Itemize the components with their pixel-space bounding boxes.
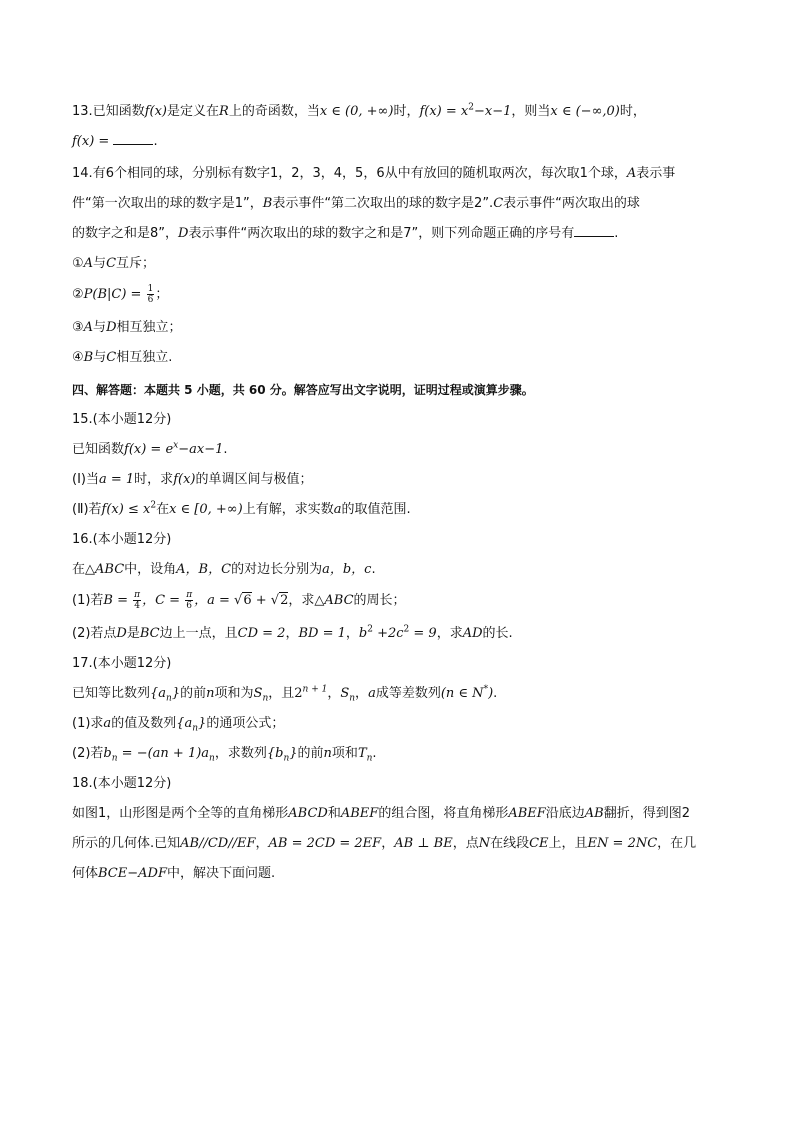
- q13-number: 13.: [72, 104, 93, 119]
- q17-stem: 已知等比数列$\{a_n\}$的前n项和为$S_n$，且$2^{n + 1}$，$S_n$，a成等差数列(n ∈ N*).: [72, 684, 498, 704]
- answer-blank[interactable]: [113, 132, 153, 145]
- q16-part-2: (2)若点D是BC边上一点，且CD = 2，BD = 1，$b^2 +2c^2 = 9$，求AD的长.: [72, 624, 513, 641]
- q14-option-2: ②P(B|C) = $\frac{1}{6}$ ；: [72, 284, 169, 305]
- q14-line2: 件“第一次取出的球的数字是1”，B表示事件“第二次取出的球的数字是2”.C表示事件“两次取出的球: [72, 196, 640, 211]
- q14-line1: 14.有6个相同的球，分别标有数字1，2，3，4，5，6从中有放回的随机取两次，每次取1个球，A表示事: [72, 166, 676, 181]
- section-heading: 四、解答题：本题共 5 小题，共 60 分。解答应写出文字说明，证明过程或演算步骤。: [72, 383, 534, 397]
- q13-line1: 13.已知函数f(x)是定义在R上的奇函数，当x ∈ (0, +∞)时，$f(x) = x^2-x-1$，则当x ∈ (−∞,0)时，: [72, 102, 646, 119]
- q15-stem: 已知函数$f(x) = e^x-ax-1$.: [72, 440, 228, 457]
- fraction: $\frac{\pi}{6}$: [186, 590, 193, 611]
- sqrt-sign: √: [270, 593, 280, 608]
- q14-option-4: ④B与C相互独立.: [72, 350, 173, 365]
- q14-line3: 的数字之和是8”，D表示事件“两次取出的球的数字之和是7”，则下列命题正确的序号有 .: [72, 226, 619, 241]
- q16-part-1: (1)若B = $\frac{\pi}{4}$ ，C = $\frac{\pi}{6}$ ，a = √6 + √2，求△ABC的周长；: [72, 590, 406, 611]
- q14-number: 14.: [72, 166, 93, 181]
- q13-line2: f(x) = .: [72, 134, 158, 149]
- fraction: $\frac{\pi}{4}$: [134, 590, 141, 611]
- answer-blank[interactable]: [574, 224, 614, 237]
- q17-part-1: (1)求a的值及数列$\{a_n\}$的通项公式；: [72, 716, 285, 734]
- q14-option-3: ③A与D相互独立；: [72, 320, 182, 335]
- q16-stem: 在△ABC中，设角A，B，C的对边长分别为a，b，c.: [72, 562, 376, 577]
- q18-line3: 何体BCE−ADF中，解决下面问题.: [72, 866, 276, 881]
- q17-part-2: (2)若$b_n = -(an + 1)a_n$，求数列$\{b_n\}$的前n项和$T_n$.: [72, 746, 377, 764]
- q18-heading: 18.(本小题12分): [72, 776, 172, 791]
- sqrt-sign: √: [234, 593, 243, 608]
- q15-heading: 15.(本小题12分): [72, 412, 172, 427]
- q18-line1: 如图1，山形图是两个全等的直角梯形ABCD和ABEF的组合图，将直角梯形ABEF沿底边AB翻折，得到图2: [72, 806, 691, 821]
- q14-option-1: ①A与C互斥；: [72, 256, 156, 271]
- q16-heading: 16.(本小题12分): [72, 532, 172, 547]
- fraction: $\frac{1}{6}$: [147, 284, 154, 305]
- q17-heading: 17.(本小题12分): [72, 656, 172, 671]
- q18-line2: 所示的几何体.已知AB//CD//EF，AB = 2CD = 2EF，AB ⊥ BE，点N在线段CE上，且EN = 2NC，在几: [72, 836, 697, 851]
- q15-part-2: (Ⅱ)若$f(x) \le x^2$在x ∈ [0, +∞)上有解，求实数a的取值范围.: [72, 500, 411, 517]
- q15-part-1: (Ⅰ)当a = 1时，求f(x)的单调区间与极值；: [72, 472, 313, 487]
